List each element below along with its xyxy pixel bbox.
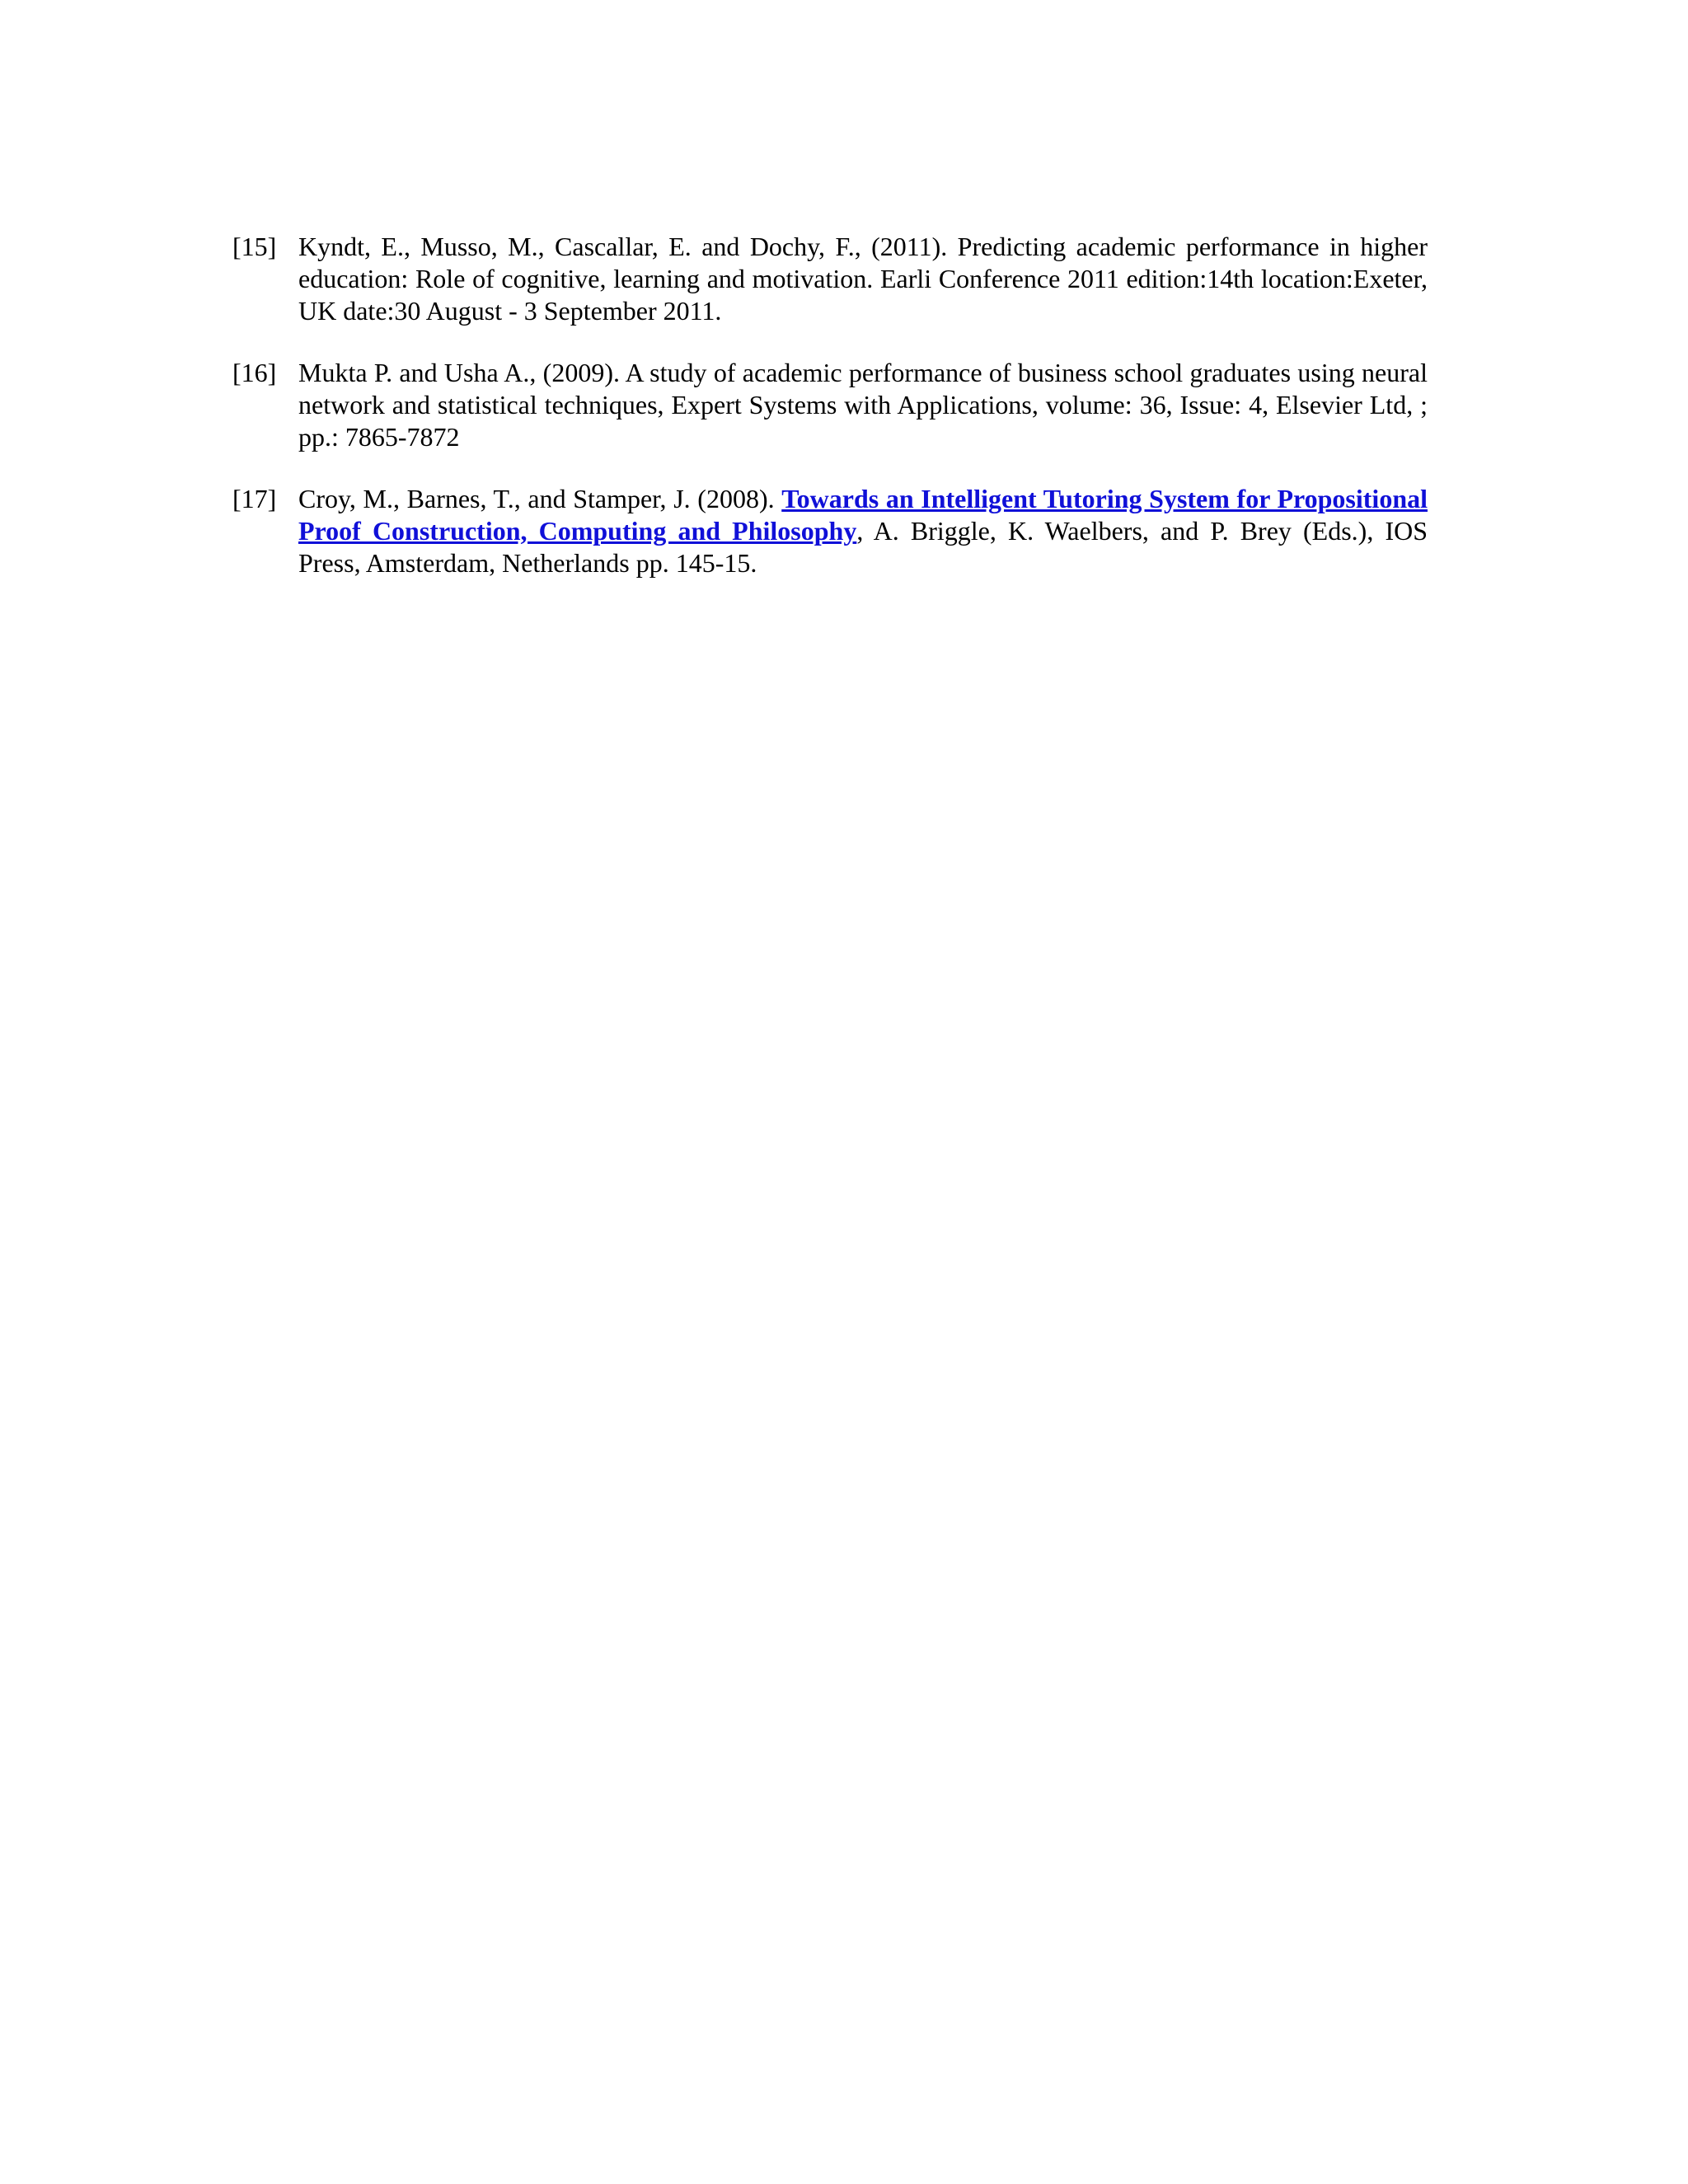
reference-list [232,231,1428,609]
reference-text: Mukta P. and Usha A., (2009). A study of academic performance of business school graduates using neural network and statistical techniques, Expert Systems with Applications, volume: 36, Issue: 4, Elsevier Ltd, ; pp.: 7865-7872 [298,358,1428,452]
reference-text: Kyndt, E., Musso, M., Cascallar, E. and Dochy, F., (2011). Predicting academic performance in higher education: Role of cognitive, learning and motivation. Earli Conference 2011 edition:14th location:Exeter, UK date:30 August - 3 September 2011. [298,232,1428,326]
reference-number: [15] [232,232,277,261]
reference-text-after-link: , A. Briggle, K. Waelbers, and P. Brey (Eds.), IOS Press, Amsterdam, Netherlands pp. 145-15. [298,516,1428,578]
reference-17 [232,483,1428,579]
reference-number: [17] [232,484,277,513]
reference-16 [232,357,1428,453]
reference-15 [232,231,1428,327]
reference-text-before-link: Croy, M., Barnes, T., and Stamper, J. (2008). [298,484,782,513]
reference-number: [16] [232,358,277,387]
reference-title-link[interactable]: Towards an Intelligent Tutoring System for Propositional Proof Construction, Computing and Philosophy [298,484,1428,546]
